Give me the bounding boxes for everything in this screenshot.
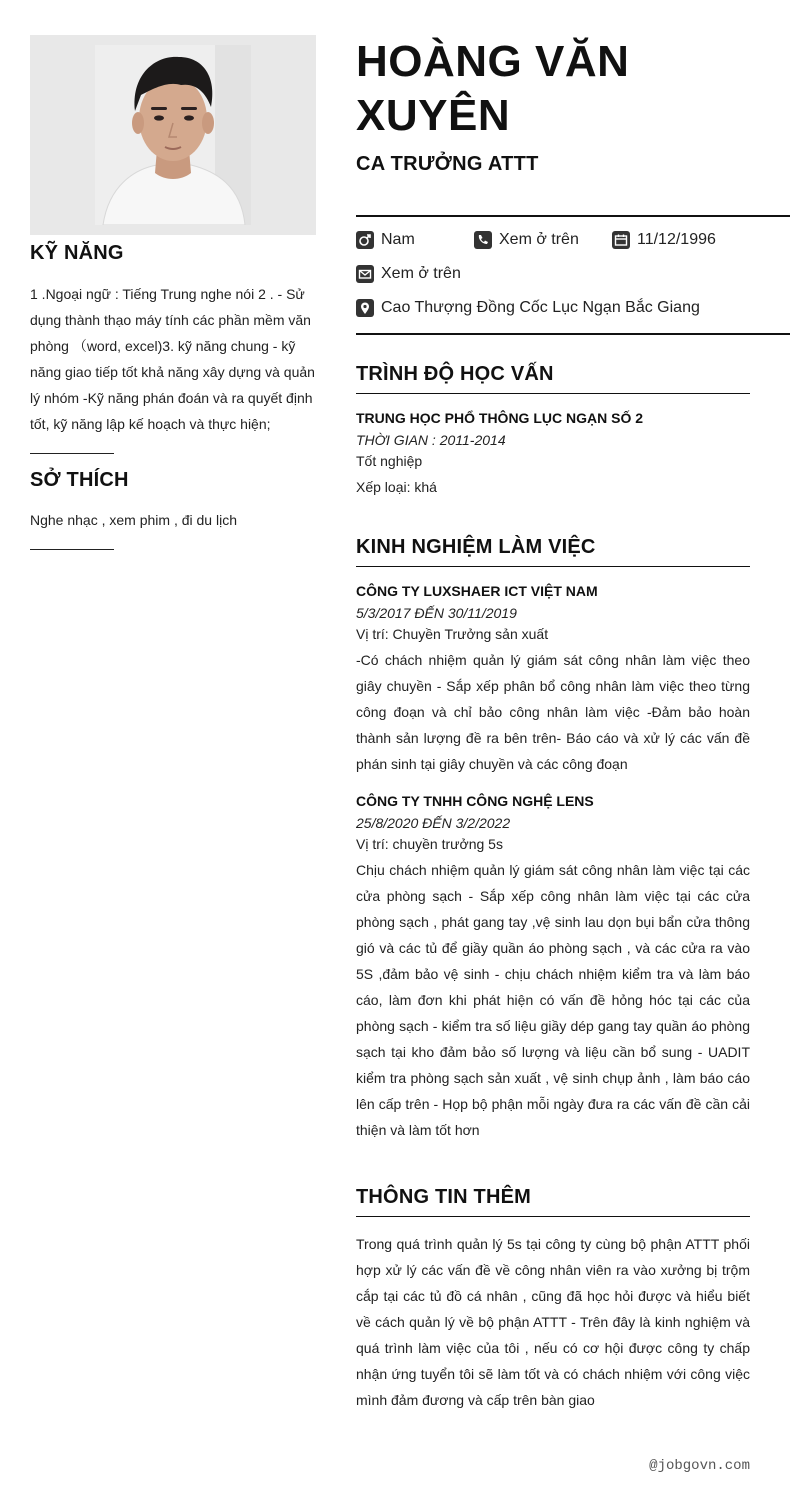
contact-email	[356, 263, 461, 285]
contact-phone-text: Xem ở trên	[499, 231, 579, 248]
education-result: Tốt nghiệp	[356, 453, 423, 469]
mail-icon	[356, 265, 374, 283]
photo-frame	[30, 35, 316, 235]
skills-heading: KỸ NĂNG	[30, 242, 124, 264]
contact-address-text: Cao Thượng Đồng Cốc Lục Ngạn Bắc Giang	[381, 299, 700, 316]
contact-birthdate-text: 11/12/1996	[637, 231, 716, 248]
experience-heading: KINH NGHIỆM LÀM VIỆC	[356, 536, 750, 567]
education-school: TRUNG HỌC PHỔ THÔNG LỤC NGẠN SỐ 2	[356, 410, 644, 426]
additional-section	[356, 1186, 750, 1413]
profile-photo	[95, 45, 251, 225]
gender-icon	[356, 231, 374, 249]
profile-photo-image	[95, 45, 251, 225]
education-heading: TRÌNH ĐỘ HỌC VẤN	[356, 363, 750, 394]
hobbies-text: Nghe nhạc , xem phim , đi du lịch	[30, 512, 237, 528]
education-grade: Xếp loại: khá	[356, 479, 437, 495]
hobbies-divider	[30, 549, 114, 550]
hobbies-heading: SỞ THÍCH	[30, 469, 129, 491]
education-section	[356, 363, 750, 500]
job-description: -Có chách nhiệm quản lý giám sát công nhân làm việc theo giây chuyền - Sắp xếp phân bổ công nhân làm việc theo từng công đoạn và chỉ bảo công nhân làm việc -Đảm bảo hoàn thành sản lượng đề ra bên trên- Báo cáo và xử lý các vấn đề phán sinh tại giây chuyền và các công đoạn	[356, 652, 750, 772]
job-entry	[356, 793, 750, 1143]
right-column	[356, 35, 790, 1408]
job-company: CÔNG TY TNHH CÔNG NGHỆ LENS	[356, 793, 594, 809]
skills-text: 1 .Ngoại ngữ : Tiếng Trung nghe nói 2 . - Sử dụng thành thạo máy tính các phần mềm văn phòng （word, excel)3. kỹ năng chung - kỹ năng giao tiếp tốt khả năng xây dựng và quản lý nhóm -Kỹ năng phán đoán và ra quyết định tốt, kỹ năng lập kế hoạch và thực hiện;	[30, 286, 315, 432]
education-period: THỜI GIAN : 2011-2014	[356, 432, 506, 448]
job-company: CÔNG TY LUXSHAER ICT VIỆT NAM	[356, 583, 598, 599]
job-position: Vị trí: Chuyền Trưởng sản xuất	[356, 626, 549, 642]
additional-heading: THÔNG TIN THÊM	[356, 1186, 750, 1217]
contact-info	[356, 215, 790, 335]
job-entry	[356, 583, 750, 777]
left-column	[30, 35, 316, 528]
contact-gender	[356, 229, 415, 251]
job-description: Chịu chách nhiệm quản lý giám sát công nhân làm việc tại các cửa phòng sạch - Sắp xếp công nhân làm việc tại các cửa phòng sạch , phát gang tay ,vệ sinh lau dọn bụi bẩn cửa thông gió và các tủ để giầy quần áo phòng sạch , và các cửa ra vào 5S ,đảm bảo vệ sinh - chịu chách nhiệm kiểm tra và làm báo cáo, làm đơn khi phát hiện có vấn đề hỏng hóc tại các của phòng sạch - kiểm tra số liệu giầy dép gang tay quần áo phòng sạch tại kho đảm bảo số lượng và liệu cần bổ sung - UADIT kiểm tra phòng sạch sản xuất , vệ sinh chụp ảnh , làm báo cáo lên cấp trên - Họp bộ phận mỗi ngày đưa ra các vấn đề cần cải thiện và làm tốt hơn	[356, 862, 750, 1138]
job-position: Vị trí: chuyền trưởng 5s	[356, 836, 503, 852]
skills-divider	[30, 453, 114, 454]
job-period: 5/3/2017 ĐẾN 30/11/2019	[356, 605, 517, 621]
candidate-name: HOÀNG VĂN XUYÊN	[356, 37, 630, 140]
contact-phone	[474, 229, 579, 251]
candidate-title: CA TRƯỞNG ATTT	[356, 153, 539, 175]
location-pin-icon	[356, 299, 374, 317]
experience-section	[356, 536, 750, 1143]
watermark: @jobgovn.com	[649, 1458, 750, 1474]
contact-birthdate	[612, 229, 716, 251]
phone-icon	[474, 231, 492, 249]
contact-address	[356, 297, 700, 319]
calendar-icon	[612, 231, 630, 249]
job-period: 25/8/2020 ĐẾN 3/2/2022	[356, 815, 511, 831]
contact-email-text: Xem ở trên	[381, 265, 461, 282]
additional-text: Trong quá trình quản lý 5s tại công ty cùng bộ phận ATTT phối hợp xử lý các vấn đề về công nhân viên ra vào xưởng bị trộm cắp tại các tủ đồ cá nhân , cũng đã học hỏi được và hiểu biết về cách quản lý về bộ phận ATTT - Trên đây là kinh nghiệm và quá trình làm việc của tôi , nếu có cơ hội được công ty chấp nhận ứng tuyển tôi sẽ làm tốt và có chách nhiệm với công việc mình đảm đương và cấp trên bàn giao	[356, 1236, 750, 1408]
contact-gender-text: Nam	[381, 231, 415, 248]
